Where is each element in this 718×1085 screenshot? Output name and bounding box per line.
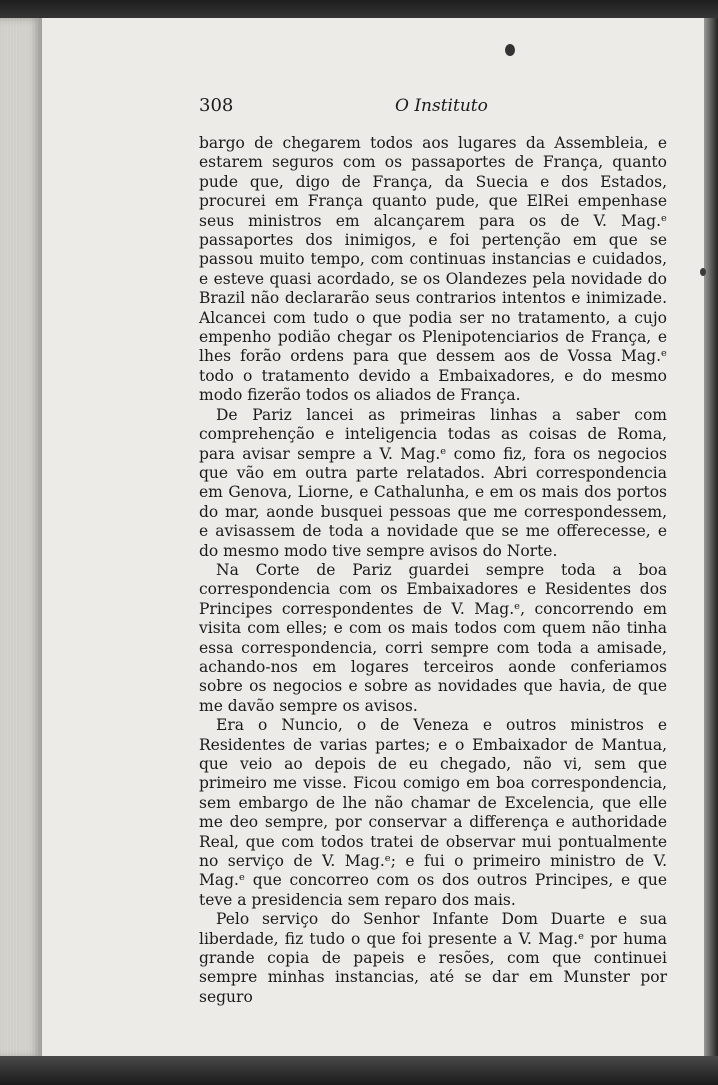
running-title: O Instituto [395, 96, 488, 116]
paragraph-3: Na Corte de Pariz guardei sempre toda a boa correspondencia com os Embaixadores e Residentes dos Principes correspondentes de V. Mag.ᵉ, concorrendo em visita com elles; e com os mais todos com quem não tinha essa correspondencia, corri sempre com toda a amisade, achando-nos em logares terceiros aonde conferiamos sobre os negocios e sobre as novidades que havia, de que me davão sempre os avisos. [199, 560, 667, 715]
running-header [199, 95, 667, 119]
ink-spot [505, 44, 515, 56]
paragraph-5: Pelo serviço do Senhor Infante Dom Duarte e sua liberdade, fiz tudo o que foi presente a V. Mag.ᵉ por huma grande copia de papeis e resões, com que continuei sempre minhas instancias, até se dar em Munster por seguro [199, 910, 667, 1006]
scan-bottom-shadow [0, 1056, 718, 1085]
page-edges [0, 18, 42, 1058]
paragraph-2: De Pariz lancei as primeiras linhas a saber com comprehenção e inteligencia todas as coisas de Roma, para avisar sempre a V. Mag.ᵉ como fiz, fora os negocios que vão em outra parte relatados. Abri correspondencia em Genova, Liorne, e Cathalunha, e em os mais dos portos do mar, aonde busquei pessoas que me correspondessem, e avisassem de toda a novidade que se me offerecesse, e do mesmo modo tive sempre avisos do Norte. [199, 405, 667, 560]
scan-right-shadow [704, 18, 718, 1058]
paragraph-1: bargo de chegarem todos aos lugares da Assembleia, e estarem seguros com os passaportes de França, quanto pude que, digo de França, da Suecia e dos Estados, procurei em França quanto pude, que ElRei empenhase seus ministros em alcançarem para os de V. Mag.ᵉ passaportes dos inimigos, e foi pertenção em que se passou muito tempo, com continuas instancias e cuidados, e esteve quasi acordado, se os Olandezes pela novidade do Brazil não declararão seus contrarios intentos e inimizade. Alcancei com tudo o que podia ser no tratamento, a cujo empenho podião chegar os Plenipotenciarios de França, e lhes forão ordens para que dessem aos de Vossa Mag.ᵉ todo o tratamento devido a Embaixadores, e do mesmo modo fizerão todos os aliados de França. [199, 134, 667, 405]
page-number: 308 [199, 95, 234, 116]
ink-spot-margin [700, 268, 706, 276]
body-text [199, 134, 667, 1007]
paragraph-4: Era o Nuncio, o de Veneza e outros ministros e Residentes de varias partes; e o Embaixador de Mantua, que veio ao depois de eu chegado, não vi, sem que primeiro me visse. Ficou comigo em boa correspondencia, sem embargo de lhe não chamar de Excelencia, que elle me deo sempre, por conservar a differença e authoridade Real, que com todos tratei de observar mui pontualmente no serviço de V. Mag.ᵉ; e fui o primeiro ministro de V. Mag.ᵉ que concorreo com os dos outros Principes, e que teve a presidencia sem reparo dos mais. [199, 716, 667, 909]
